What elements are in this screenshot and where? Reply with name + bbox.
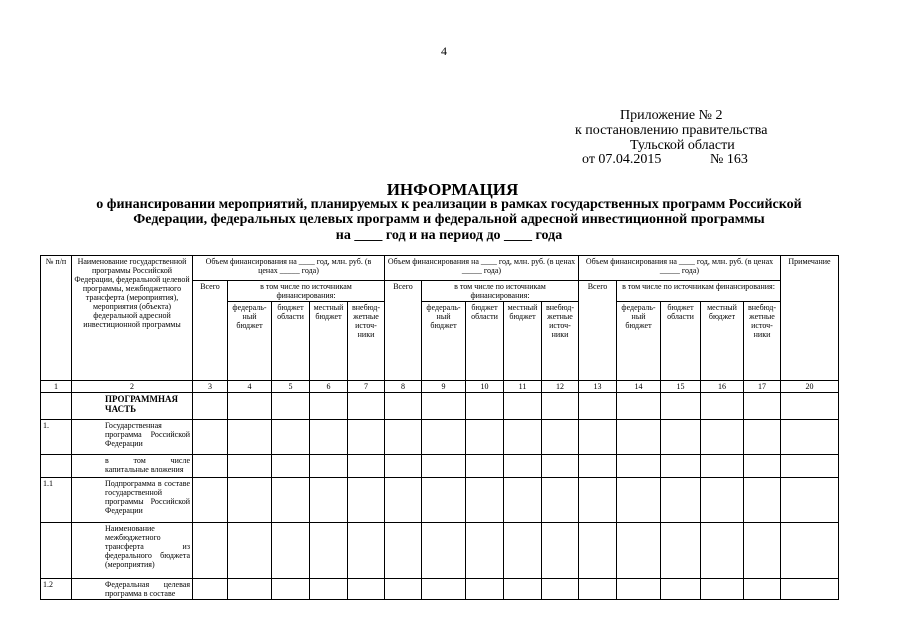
- group2-extra: внебюд-жетные источ-ники: [542, 302, 579, 381]
- row-num: [41, 393, 72, 420]
- row-name: Государственная программа Российской Федерации: [72, 420, 193, 455]
- table-row: [41, 579, 839, 600]
- group3-local: местный бюджет: [701, 302, 744, 381]
- table-row: [41, 455, 839, 478]
- col-number: 20: [781, 381, 839, 393]
- group2-total: Всего: [385, 281, 422, 381]
- table-row: [41, 523, 839, 579]
- group1-header: Объем финансирования на ____ год, млн. руб. (в ценах _____ года): [193, 256, 385, 281]
- col-number: 14: [617, 381, 661, 393]
- group1-local: местный бюджет: [310, 302, 348, 381]
- group2-federal: федераль-ный бюджет: [422, 302, 466, 381]
- col-number: 17: [744, 381, 781, 393]
- col-number: 13: [579, 381, 617, 393]
- group3-federal: федераль-ный бюджет: [617, 302, 661, 381]
- col-number: 15: [661, 381, 701, 393]
- group3-header: Объем финансирования на ____ год, млн. руб. (в ценах _____ года): [579, 256, 781, 281]
- group2-regional: бюджет области: [466, 302, 504, 381]
- row-num: [41, 455, 72, 478]
- col-number: 16: [701, 381, 744, 393]
- document-subtitle-line3: на ____ год и на период до ____ года: [335, 228, 563, 243]
- table-row: [41, 420, 839, 455]
- col-number: 12: [542, 381, 579, 393]
- col-number: 2: [72, 381, 193, 393]
- row-name: Федеральная целевая программа в составе: [72, 579, 193, 600]
- col-number: 8: [385, 381, 422, 393]
- group1-federal: федераль-ный бюджет: [228, 302, 272, 381]
- row-name: Наименование межбюджетного трансферта из федерального бюджета (мероприятия): [72, 523, 193, 579]
- column-numbers-row: [41, 381, 839, 393]
- group3-total: Всего: [579, 281, 617, 381]
- row-num: 1.: [41, 420, 72, 455]
- col-number: 3: [193, 381, 228, 393]
- group3-extra: внебюд-жетные источ-ники: [744, 302, 781, 381]
- row-name: ПРОГРАММНАЯ ЧАСТЬ: [72, 393, 193, 420]
- col-number: 5: [272, 381, 310, 393]
- document-subtitle-line1: о финансировании мероприятий, планируемых к реализации в рамках государственных программ Российской: [96, 197, 802, 212]
- appendix-line3: Тульской области: [630, 138, 735, 153]
- group2-local: местный бюджет: [504, 302, 542, 381]
- col-number: 4: [228, 381, 272, 393]
- row-num: 1.2: [41, 579, 72, 600]
- group1-sources: в том числе по источникам финансирования:: [228, 281, 385, 302]
- document-title: ИНФОРМАЦИЯ: [386, 180, 519, 199]
- row-name: в том числе капитальные вложения: [72, 455, 193, 478]
- header-num: № п/п: [41, 256, 72, 381]
- col-number: 9: [422, 381, 466, 393]
- col-number: 7: [348, 381, 385, 393]
- col-number: 11: [504, 381, 542, 393]
- row-num: 1.1: [41, 478, 72, 523]
- header-name: Наименование государственной программы Российской Федерации, федеральной целевой программы, межбюджетного трансферта (мероприятия), мероприятия (объекта) федеральной адресной инвестиционной программы: [72, 256, 193, 381]
- appendix-number: № 163: [710, 152, 748, 167]
- table-row: [41, 478, 839, 523]
- group3-regional: бюджет области: [661, 302, 701, 381]
- group1-total: Всего: [193, 281, 228, 381]
- col-number: 10: [466, 381, 504, 393]
- group2-header: Объем финансирования на ____ год, млн. руб. (в ценах _____ года): [385, 256, 579, 281]
- table-row: [41, 393, 839, 420]
- col-number: 6: [310, 381, 348, 393]
- row-name: Подпрограмма в составе государственной программы Российской Федерации: [72, 478, 193, 523]
- group3-sources: в том числе по источникам финансирования:: [617, 281, 781, 302]
- appendix-line1: Приложение № 2: [620, 108, 723, 123]
- header-note: Примечание: [781, 256, 839, 381]
- appendix-date: от 07.04.2015: [582, 152, 662, 167]
- group2-sources: в том числе по источникам финансирования:: [422, 281, 579, 302]
- group1-extra: внебюд-жетные источ-ники: [348, 302, 385, 381]
- group1-regional: бюджет области: [272, 302, 310, 381]
- document-subtitle-line2: Федерации, федеральных целевых программ и федеральной адресной инвестиционной программы: [133, 212, 765, 227]
- row-num: [41, 523, 72, 579]
- financing-table: [40, 255, 839, 600]
- col-number: 1: [41, 381, 72, 393]
- page-number: 4: [441, 44, 447, 58]
- appendix-line2: к постановлению правительства: [575, 123, 768, 138]
